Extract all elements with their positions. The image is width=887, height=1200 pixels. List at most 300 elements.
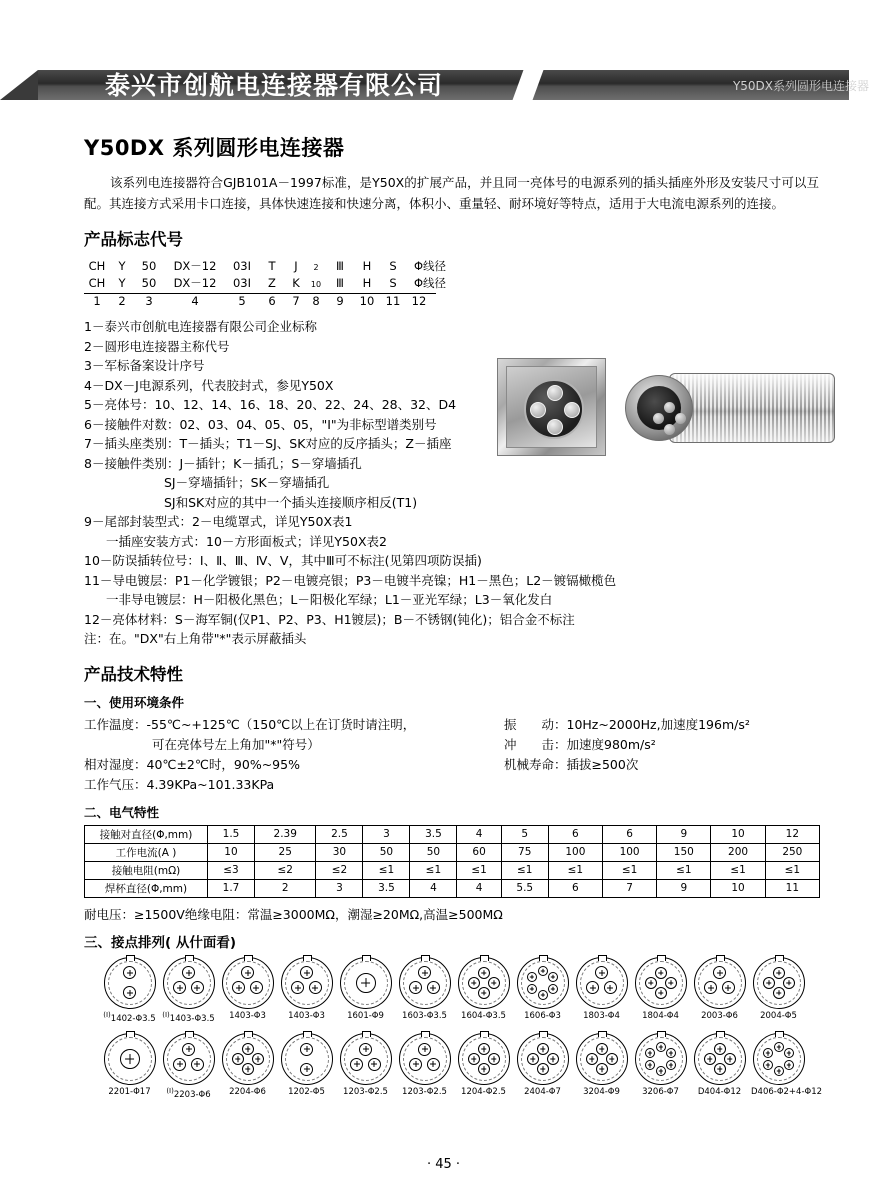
withstand-voltage-note: 耐电压：≥1500V绝缘电阻：常温≥3000MΩ，潮湿≥20MΩ,高温≥500MΩ xyxy=(84,906,503,922)
arrangement-diagram xyxy=(458,957,510,1009)
cell: 200 xyxy=(711,843,765,861)
cell: 5.5 xyxy=(501,879,548,897)
contact-arrangements xyxy=(84,957,824,1101)
contact-position xyxy=(548,972,558,982)
code-cell: S xyxy=(389,276,397,290)
page-number: · 45 · xyxy=(426,1157,461,1172)
page-header xyxy=(0,70,887,112)
keyway-marker xyxy=(539,955,548,961)
contact-position xyxy=(232,1053,244,1065)
keyway-marker xyxy=(775,1031,784,1037)
cell: 2.39 xyxy=(254,825,315,843)
arrangement-label: 3206-Φ7 xyxy=(642,1087,679,1098)
contact-position xyxy=(596,1063,608,1075)
page-title: Y50DX 系列圆形电连接器 xyxy=(84,136,345,160)
arrangement-label: 3204-Φ9 xyxy=(583,1087,620,1098)
arrangement-diagram xyxy=(576,1033,628,1085)
keyway-marker xyxy=(244,955,253,961)
arrangement-superscript: (Ⅰ) xyxy=(103,1010,111,1019)
contact-position xyxy=(488,1053,500,1065)
contact-position xyxy=(182,1043,195,1056)
contact-position xyxy=(478,967,490,979)
arrangement-label: D406-Φ2+4-Φ12 xyxy=(751,1087,823,1098)
contact-position xyxy=(724,1053,736,1065)
arrangement-label: 1204-Φ2.5 xyxy=(461,1087,506,1098)
contact-position xyxy=(427,981,440,994)
arrangement-label: 1403-Φ3 xyxy=(288,1010,325,1021)
cell: 100 xyxy=(602,843,656,861)
intro-paragraph: 该系列电连接器符合GJB101A－1997标准，是Y50X的扩展产品，并且同一亮体号的电源系列的插头插座外形及安装尺寸可以互配。其连接方式采用卡口连接，具体快速连接和快速分离，体积小、重量轻、耐环境好等特点，适用于大电流电源系列的连接。 xyxy=(84,175,819,211)
contact-position xyxy=(418,1043,431,1056)
contact-position xyxy=(300,1063,313,1076)
contact-position xyxy=(242,1063,254,1075)
contact-position xyxy=(714,1043,726,1055)
arrangement-label: 1803-Φ4 xyxy=(583,1010,620,1021)
code-cell: Y xyxy=(118,276,126,290)
header-band-gap xyxy=(513,70,544,100)
list-item: 5－亮体号：10、12、14、16、18、20、22、24、28、32、D4 xyxy=(84,397,457,412)
row-header: 工作电流(A ) xyxy=(85,843,208,861)
code-cell: Ⅲ xyxy=(336,276,344,290)
arrangement-item xyxy=(397,957,452,1024)
cell: ≤1 xyxy=(548,861,602,879)
contact-position xyxy=(538,966,548,976)
cell: 50 xyxy=(410,843,457,861)
contact-position xyxy=(606,1053,618,1065)
code-index: 5 xyxy=(238,294,246,308)
contact-position xyxy=(356,973,376,993)
contact-position xyxy=(773,967,785,979)
arrangement-item xyxy=(633,1033,688,1100)
code-index: 12 xyxy=(411,294,427,308)
contact-position xyxy=(300,1043,313,1056)
arrangement-item xyxy=(338,1033,393,1100)
arrangement-label: 2404-Φ7 xyxy=(524,1087,561,1098)
arrangement-row-2 xyxy=(102,1033,824,1100)
cell: 10 xyxy=(711,825,765,843)
cell: ≤1 xyxy=(765,861,819,879)
contact-position xyxy=(656,1042,666,1052)
arrangement-item xyxy=(279,1033,334,1100)
arrangement-section-title: 三、接点排列( 从什面看) xyxy=(84,934,237,951)
tech-section-title: 产品技术特性 xyxy=(84,664,183,684)
cell: 6 xyxy=(548,879,602,897)
cell: 25 xyxy=(254,843,315,861)
company-name: 泰兴市创航电连接器有限公司 xyxy=(105,71,444,100)
code-cell: 03I xyxy=(232,276,252,290)
keyway-marker xyxy=(657,955,666,961)
arrangement-diagram xyxy=(517,1033,569,1085)
code-cell: S xyxy=(389,259,397,273)
env-line: 机械寿命：插拔≥500次 xyxy=(504,756,639,772)
contact-position xyxy=(547,1053,559,1065)
code-index: 4 xyxy=(191,294,199,308)
code-cell: Φ线径 xyxy=(414,276,447,290)
arrangement-diagram xyxy=(340,957,392,1009)
keyway-marker xyxy=(539,1031,548,1037)
table-row xyxy=(85,879,820,897)
contact-position xyxy=(527,984,537,994)
row-header: 接触电阻(mΩ) xyxy=(85,861,208,879)
arrangement-item xyxy=(574,957,629,1024)
arrangement-diagram xyxy=(635,957,687,1009)
arrangement-diagram xyxy=(753,1033,805,1085)
arrangement-item xyxy=(397,1033,452,1100)
arrangement-label: 1203-Φ2.5 xyxy=(402,1087,447,1098)
list-item: 注：在。"DX"右上角带"*"表示屏蔽插头 xyxy=(84,631,307,646)
env-line: 振 动：10Hz~2000Hz,加速度196m/s² xyxy=(504,716,750,732)
arrangement-label: 2003-Φ6 xyxy=(701,1010,738,1021)
arrangement-row-1 xyxy=(102,957,824,1024)
contact-position xyxy=(123,986,136,999)
cell: 5 xyxy=(501,825,548,843)
contact-position xyxy=(548,984,558,994)
contact-position xyxy=(191,1058,204,1071)
arrangement-label: 2204-Φ6 xyxy=(229,1087,266,1098)
contact-position xyxy=(191,981,204,994)
code-index: 7 xyxy=(292,294,300,308)
contact-position xyxy=(359,1043,372,1056)
arrangement-diagram xyxy=(281,957,333,1009)
arrangement-item xyxy=(161,957,216,1024)
contact-position xyxy=(527,1053,539,1065)
code-cell: Φ线径 xyxy=(414,259,447,273)
arrangement-item xyxy=(102,1033,157,1100)
keyway-marker xyxy=(244,1031,253,1037)
arrangement-diagram xyxy=(399,957,451,1009)
list-item: 6－接触件对数：02、03、04、05、05，"Ⅰ"为非标型谱类别号 xyxy=(84,416,437,432)
code-index: 9 xyxy=(336,294,344,308)
contact-position xyxy=(714,1063,726,1075)
arrangement-label: 1603-Φ3.5 xyxy=(402,1010,447,1021)
contact-position xyxy=(427,1058,440,1071)
arrangement-item xyxy=(220,957,275,1024)
contact-position xyxy=(252,1053,264,1065)
contact-position xyxy=(468,1053,480,1065)
arrangement-diagram xyxy=(694,957,746,1009)
arrangement-item xyxy=(692,1033,747,1100)
cell: 6 xyxy=(548,825,602,843)
env-line: 工作气压：4.39KPa~101.33KPa xyxy=(84,776,275,792)
arrangement-item xyxy=(751,957,806,1024)
code-cell: 10 xyxy=(310,280,322,289)
cell: ≤1 xyxy=(501,861,548,879)
cell: ≤1 xyxy=(410,861,457,879)
contact-position xyxy=(478,1063,490,1075)
cell: 1.7 xyxy=(208,879,255,897)
arrangement-item xyxy=(692,957,747,1024)
arrangement-diagram xyxy=(517,957,569,1009)
cell: 3.5 xyxy=(410,825,457,843)
contact-position xyxy=(418,966,431,979)
list-item: 一插座安装方式：10－方形面板式；详见Y50X表2 xyxy=(106,533,387,549)
list-item: 11－导电镀层：P1－化学镀银；P2－电镀亮银；P3－电镀半亮镍；H1－黑色；L2－镀镉橄榄色 xyxy=(84,572,617,588)
arrangement-label: 1606-Φ3 xyxy=(524,1010,561,1021)
keyway-marker xyxy=(126,1031,135,1037)
list-item: 8－接触件类别：J－插针；K－插孔；S－穿墙插孔 xyxy=(84,455,362,471)
keyway-marker xyxy=(716,1031,725,1037)
keyway-marker xyxy=(185,1031,194,1037)
keyway-marker xyxy=(303,1031,312,1037)
keyway-marker xyxy=(598,955,607,961)
list-item: SJ和SK对应的其中一个插头连接顺序相反(T1) xyxy=(164,494,418,510)
arrangement-item xyxy=(456,957,511,1024)
cell: 30 xyxy=(316,843,363,861)
code-cell: DX－12 xyxy=(173,259,217,273)
keyway-marker xyxy=(657,1031,666,1037)
contact-position xyxy=(655,987,667,999)
electrical-table xyxy=(84,825,820,898)
env-right-column xyxy=(504,715,814,775)
arrangement-item xyxy=(751,1033,823,1100)
arrangement-superscript: (Ⅰ) xyxy=(166,1087,174,1096)
cell: 2 xyxy=(254,879,315,897)
table-row xyxy=(85,843,820,861)
list-item: 9－尾部封装型式：2－电缆罩式，详见Y50X表1 xyxy=(84,514,353,529)
arrangement-label: 2201-Φ17 xyxy=(108,1087,151,1098)
series-name: Y50DX系列圆形电连接器 xyxy=(732,79,869,93)
keyway-marker xyxy=(775,955,784,961)
row-header: 焊杯直径(Φ,mm) xyxy=(85,879,208,897)
cell: 7 xyxy=(602,879,656,897)
contact-position xyxy=(368,1058,381,1071)
cell: 3.5 xyxy=(363,879,410,897)
code-index: 11 xyxy=(385,294,401,308)
code-index: 6 xyxy=(268,294,276,308)
contact-position xyxy=(309,981,322,994)
code-index: 8 xyxy=(312,294,320,308)
list-item: 2－圆形电连接器主称代号 xyxy=(84,338,230,354)
contact-position xyxy=(655,967,667,979)
arrangement-diagram xyxy=(163,1033,215,1085)
list-item: SJ－穿墙插针；SK－穿墙插孔 xyxy=(164,475,330,490)
arrangement-label: 1203-Φ2.5 xyxy=(343,1087,388,1098)
cell: ≤1 xyxy=(657,861,711,879)
cell: ≤3 xyxy=(208,861,255,879)
code-cell: CH xyxy=(88,259,106,273)
code-number-row xyxy=(84,294,504,311)
environment-conditions xyxy=(84,715,824,795)
arrangement-diagram xyxy=(635,1033,687,1085)
code-cell: 2 xyxy=(313,263,319,272)
page-content xyxy=(84,132,824,1100)
arrangement-diagram xyxy=(222,957,274,1009)
contact-position xyxy=(538,990,548,1000)
code-cell: Y xyxy=(118,259,126,273)
contact-position xyxy=(713,966,726,979)
contact-position xyxy=(527,972,537,982)
row-header: 接触对直径(Φ,mm) xyxy=(85,825,208,843)
list-item: 3－军标备案设计序号 xyxy=(84,358,205,373)
contact-position xyxy=(773,987,785,999)
arrangement-item xyxy=(338,957,393,1024)
arrangement-item xyxy=(161,1033,216,1100)
cell: 10 xyxy=(208,843,255,861)
list-item: 1－泰兴市创航电连接器有限公司企业标称 xyxy=(84,319,317,334)
arrangement-item xyxy=(279,957,334,1024)
cell: 250 xyxy=(765,843,819,861)
legend-list xyxy=(84,317,824,649)
code-cell: H xyxy=(362,259,372,273)
contact-position xyxy=(665,977,677,989)
contact-position xyxy=(586,1053,598,1065)
arrangement-label: 1804-Φ4 xyxy=(642,1010,679,1021)
keyway-marker xyxy=(480,1031,489,1037)
keyway-marker xyxy=(598,1031,607,1037)
keyway-marker xyxy=(716,955,725,961)
table-row xyxy=(85,825,820,843)
cell: ≤2 xyxy=(316,861,363,879)
cell: 4 xyxy=(457,825,501,843)
keyway-marker xyxy=(362,1031,371,1037)
code-cell: Ⅲ xyxy=(336,259,344,273)
cell: 75 xyxy=(501,843,548,861)
arrangement-item xyxy=(102,957,157,1024)
code-cell: H xyxy=(362,276,372,290)
cell: 9 xyxy=(657,879,711,897)
code-cell: J xyxy=(294,259,298,273)
contact-position xyxy=(722,981,735,994)
cell: ≤2 xyxy=(254,861,315,879)
arrangement-diagram xyxy=(104,957,156,1009)
contact-position xyxy=(241,966,254,979)
cell: 6 xyxy=(602,825,656,843)
arrangement-diagram xyxy=(458,1033,510,1085)
cell: ≤1 xyxy=(602,861,656,879)
env-left-column xyxy=(84,715,504,795)
code-cell: 03I xyxy=(232,259,252,273)
arrangement-superscript: (Ⅰ) xyxy=(162,1010,170,1019)
cell: 9 xyxy=(657,825,711,843)
arrangement-diagram xyxy=(163,957,215,1009)
arrangement-label: $^{(Ⅰ)}$2203-Φ6 xyxy=(166,1087,211,1101)
keyway-marker xyxy=(421,1031,430,1037)
table-row xyxy=(85,861,820,879)
arrangement-label: 1604-Φ3.5 xyxy=(461,1010,506,1021)
cell: 50 xyxy=(363,843,410,861)
arrangement-item xyxy=(633,957,688,1024)
cell: 150 xyxy=(657,843,711,861)
cell: ≤1 xyxy=(363,861,410,879)
code-cell: Z xyxy=(268,276,276,290)
list-item: 7－插头座类别：T－插头；T1－SJ、SK对应的反序插头；Z－插座 xyxy=(84,436,452,451)
keyway-marker xyxy=(362,955,371,961)
arrangement-diagram xyxy=(753,957,805,1009)
contact-position xyxy=(595,966,608,979)
arrangement-label: 1601-Φ9 xyxy=(347,1010,384,1021)
arrangement-diagram xyxy=(340,1033,392,1085)
arrangement-label: 1202-Φ5 xyxy=(288,1087,325,1098)
keyway-marker xyxy=(303,955,312,961)
code-row-2 xyxy=(84,275,504,292)
arrangement-diagram xyxy=(281,1033,333,1085)
env-line: 可在亮体号左上角加"*"符号） xyxy=(152,736,320,752)
arrangement-label: D404-Φ12 xyxy=(697,1087,742,1098)
arrangement-diagram xyxy=(222,1033,274,1085)
cell: 3 xyxy=(316,879,363,897)
code-index: 1 xyxy=(93,294,101,308)
code-index: 10 xyxy=(359,294,375,308)
cell: 60 xyxy=(457,843,501,861)
contact-position xyxy=(120,1049,140,1069)
arrangement-label: $^{(Ⅰ)}$1402-Φ3.5 xyxy=(103,1010,156,1024)
contact-position xyxy=(774,1042,784,1052)
contact-position xyxy=(774,1066,784,1076)
keyway-marker xyxy=(185,955,194,961)
code-section-title: 产品标志代号 xyxy=(84,230,183,249)
contact-position xyxy=(242,1043,254,1055)
env-line: 相对湿度：40℃±2℃时，90%~95% xyxy=(84,756,300,772)
contact-position xyxy=(300,966,313,979)
arrangement-item xyxy=(574,1033,629,1100)
code-cell: 50 xyxy=(141,276,157,290)
contact-position xyxy=(537,1043,549,1055)
contact-position xyxy=(468,977,480,989)
contact-position xyxy=(478,1043,490,1055)
cell: 4 xyxy=(457,879,501,897)
arrangement-item xyxy=(456,1033,511,1100)
contact-position xyxy=(704,1053,716,1065)
list-item: 一非导电镀层：H－阳极化黑色；L－阳极化军绿；L1－亚光军绿；L3－氧化发白 xyxy=(106,592,553,607)
cell: 3 xyxy=(363,825,410,843)
arrangement-label: 1403-Φ3 xyxy=(229,1010,266,1021)
env-section-title: 一、使用环境条件 xyxy=(84,694,185,710)
cell: ≤1 xyxy=(711,861,765,879)
contact-position xyxy=(763,977,775,989)
arrangement-diagram xyxy=(104,1033,156,1085)
contact-position xyxy=(604,981,617,994)
contact-position xyxy=(182,966,195,979)
contact-position xyxy=(478,987,490,999)
contact-position xyxy=(250,981,263,994)
arrangement-diagram xyxy=(694,1033,746,1085)
code-cell: DX－12 xyxy=(173,276,217,290)
contact-position xyxy=(783,977,795,989)
list-item: 10－防误插转位号：Ⅰ、Ⅱ、Ⅲ、Ⅳ、Ⅴ，其中Ⅲ可不标注(见第四项防误插) xyxy=(84,553,482,568)
env-line: 冲 击：加速度980m/s² xyxy=(504,736,656,752)
code-cell: K xyxy=(292,276,300,290)
cell: 4 xyxy=(410,879,457,897)
code-index: 2 xyxy=(118,294,126,308)
cell: 10 xyxy=(711,879,765,897)
cell: ≤1 xyxy=(457,861,501,879)
code-cell: CH xyxy=(88,276,106,290)
code-designation-block xyxy=(84,258,504,311)
code-row-1 xyxy=(84,258,504,275)
contact-position xyxy=(596,1043,608,1055)
arrangement-label: $^{(Ⅰ)}$1403-Φ3.5 xyxy=(162,1010,215,1024)
electrical-section-title: 二、电气特性 xyxy=(84,804,160,820)
keyway-marker xyxy=(480,955,489,961)
cell: 12 xyxy=(765,825,819,843)
contact-position xyxy=(656,1066,666,1076)
code-cell: 50 xyxy=(141,259,157,273)
contact-position xyxy=(488,977,500,989)
contact-position xyxy=(645,977,657,989)
arrangement-label: 2004-Φ5 xyxy=(760,1010,797,1021)
arrangement-item xyxy=(220,1033,275,1100)
list-item: 4－DX－J电源系列，代表胶封式，参见Y50X xyxy=(84,377,334,393)
arrangement-item xyxy=(515,1033,570,1100)
arrangement-diagram xyxy=(399,1033,451,1085)
cell: 11 xyxy=(765,879,819,897)
cell: 1.5 xyxy=(208,825,255,843)
env-line: 工作温度：-55℃~+125℃（150℃以上在订货时请注明， xyxy=(84,716,416,732)
code-index: 3 xyxy=(145,294,153,308)
arrangement-diagram xyxy=(576,957,628,1009)
cell: 2.5 xyxy=(316,825,363,843)
cell: 100 xyxy=(548,843,602,861)
